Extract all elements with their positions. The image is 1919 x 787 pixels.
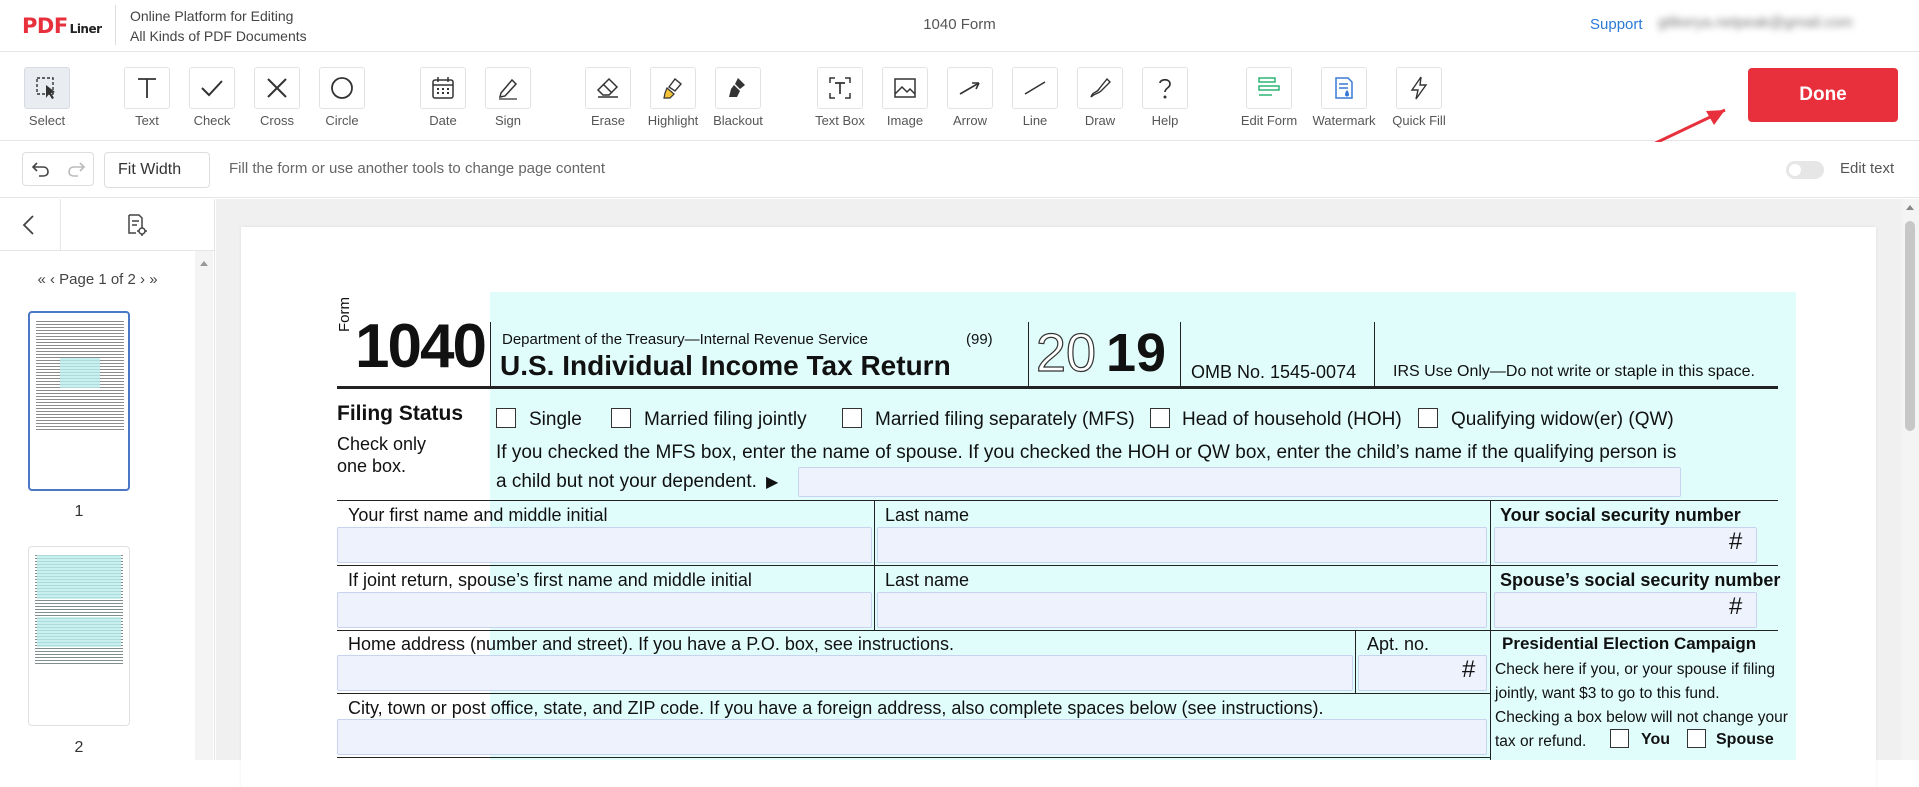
pec-text-line: jointly, want $3 to go to this fund. — [1495, 685, 1720, 702]
ssn-label: Your social security number — [1500, 505, 1741, 525]
eraser-icon — [595, 75, 621, 101]
page-thumbnail-number: 2 — [74, 739, 84, 756]
home-address-label: Home address (number and street). If you have a P.O. box, see instructions. — [348, 634, 954, 654]
option-head-of-household: Head of household (HOH) — [1182, 409, 1402, 430]
tool-image-label: Image — [886, 113, 924, 128]
pec-text-line: Check here if you, or your spouse if filing — [1495, 661, 1775, 678]
filing-status-heading: Filing Status — [337, 402, 463, 425]
spouse-ssn-label: Spouse’s social security number — [1500, 570, 1781, 590]
tool-erase[interactable] — [573, 67, 643, 128]
check-only-line1: Check only — [337, 434, 427, 454]
tool-circle-label: Circle — [325, 113, 359, 128]
pec-title: Presidential Election Campaign — [1502, 634, 1757, 653]
tool-help[interactable] — [1130, 67, 1200, 128]
tool-sign-label: Sign — [494, 113, 522, 128]
edit-text-label: Edit text — [1840, 160, 1895, 177]
last-name-field[interactable] — [877, 527, 1487, 563]
text-icon — [134, 75, 160, 101]
tool-watermark-label: Watermark — [1312, 113, 1376, 128]
tool-watermark[interactable] — [1309, 67, 1379, 128]
tool-line-label: Line — [1022, 113, 1048, 128]
last-name-label: Last name — [885, 505, 970, 525]
tool-select[interactable] — [12, 67, 82, 128]
ssn-hash: # — [1729, 528, 1743, 555]
checkbox-married-jointly[interactable] — [611, 408, 631, 428]
option-married-separately: Married filing separately (MFS) — [875, 409, 1135, 430]
option-married-jointly: Married filing jointly — [644, 409, 807, 430]
option-qualifying-widow: Qualifying widow(er) (QW) — [1451, 409, 1674, 430]
year-outline: 20 — [1036, 323, 1097, 383]
ssn-field[interactable] — [1494, 527, 1757, 563]
undo-icon — [31, 159, 51, 179]
done-button[interactable]: Done — [1748, 68, 1898, 122]
highlighter-icon — [660, 75, 686, 101]
logo-sub-text: Liner — [69, 22, 102, 36]
help-icon — [1152, 75, 1178, 101]
spouse-last-name-field[interactable] — [877, 592, 1487, 628]
city-field[interactable] — [337, 719, 1487, 755]
apt-label: Apt. no. — [1367, 634, 1430, 654]
tool-line[interactable] — [1000, 67, 1070, 128]
circle-icon — [329, 75, 355, 101]
draw-icon — [1087, 75, 1113, 101]
zoom-select[interactable]: Fit Width — [104, 152, 210, 188]
check-icon — [199, 75, 225, 101]
spouse-first-name-field[interactable] — [337, 592, 872, 628]
document-settings-icon[interactable] — [124, 212, 150, 238]
city-label: City, town or post office, state, and ZIP code. If you have a foreign address, also complete spaces below (see instructions). — [348, 698, 1324, 718]
tool-blackout[interactable] — [703, 67, 773, 128]
tool-arrow[interactable] — [935, 67, 1005, 128]
page-thumbnail-1[interactable] — [28, 311, 130, 491]
sub-toolbar — [0, 142, 1919, 198]
arrow-icon — [957, 75, 983, 101]
form-title: U.S. Individual Income Tax Return — [500, 350, 951, 381]
prev-page-icon[interactable]: ‹ — [49, 271, 55, 288]
cross-icon — [264, 75, 290, 101]
tool-highlight[interactable] — [638, 67, 708, 128]
home-address-field[interactable] — [337, 655, 1353, 691]
textbox-icon — [827, 75, 853, 101]
support-link[interactable]: Support — [1590, 16, 1643, 33]
tool-help-label: Help — [1151, 113, 1179, 128]
apt-hash: # — [1462, 656, 1476, 683]
checkbox-pec-spouse[interactable] — [1687, 729, 1706, 748]
check-only-line2: one box. — [337, 456, 407, 476]
tool-draw[interactable] — [1065, 67, 1135, 128]
mfs-arrow-icon: ▶ — [766, 474, 779, 491]
omb-number: OMB No. 1545-0074 — [1191, 362, 1357, 382]
app-header — [0, 0, 1919, 52]
pec-spouse-label: Spouse — [1716, 731, 1774, 748]
tool-text[interactable] — [112, 67, 182, 128]
first-name-label: Your first name and middle initial — [348, 505, 608, 525]
undo-button[interactable] — [23, 153, 58, 185]
tool-arrow-label: Arrow — [953, 113, 987, 128]
tool-circle[interactable] — [307, 67, 377, 128]
tool-edit-form[interactable] — [1234, 67, 1304, 128]
document-title: 1040 Form — [923, 16, 996, 33]
last-page-icon[interactable]: » — [149, 271, 158, 288]
spouse-ssn-hash: # — [1729, 593, 1743, 620]
calendar-icon — [430, 75, 456, 101]
checkbox-single[interactable] — [496, 408, 516, 428]
tool-edit-form-label: Edit Form — [1240, 113, 1298, 128]
page-indicator: Page 1 of 2 — [59, 271, 136, 288]
page-thumbnail-2[interactable] — [28, 546, 130, 726]
year-bold: 19 — [1106, 323, 1167, 383]
document-scrollbar[interactable] — [1901, 199, 1919, 760]
mfs-note-line1: If you checked the MFS box, enter the name of spouse. If you checked the HOH or QW box, enter the child’s name if the qualifying person is — [496, 442, 1677, 463]
undo-redo-group — [22, 152, 94, 186]
pec-text-line: tax or refund. — [1495, 733, 1587, 750]
tool-quick-fill-label: Quick Fill — [1392, 113, 1446, 128]
tool-sign[interactable] — [473, 67, 543, 128]
mfs-spouse-name-field[interactable] — [798, 467, 1681, 497]
line-icon — [1022, 75, 1048, 101]
lightning-icon — [1406, 75, 1432, 101]
redo-button[interactable] — [58, 153, 93, 185]
tool-select-label: Select — [28, 113, 66, 128]
pec-you-label: You — [1641, 731, 1671, 748]
tagline-line-1: Online Platform for Editing — [130, 8, 294, 24]
redo-icon — [66, 159, 86, 179]
tool-textbox-label: Text Box — [815, 113, 865, 128]
sidebar-header — [0, 199, 214, 251]
spouse-first-name-label: If joint return, spouse’s first name and middle initial — [348, 570, 752, 590]
tool-cross[interactable] — [242, 67, 312, 128]
brush-icon — [725, 75, 751, 101]
tool-draw-label: Draw — [1084, 113, 1116, 128]
select-icon — [34, 75, 60, 101]
pen-icon — [495, 75, 521, 101]
tagline-line-2: All Kinds of PDF Documents — [130, 28, 307, 44]
image-icon — [892, 75, 918, 101]
tool-date[interactable] — [408, 67, 478, 128]
pages-sidebar — [0, 199, 215, 760]
option-single: Single — [529, 409, 582, 430]
page-thumbnail-number: 1 — [74, 503, 84, 520]
checkbox-married-separately[interactable] — [842, 408, 862, 428]
watermark-icon — [1331, 75, 1357, 101]
tool-image[interactable] — [870, 67, 940, 128]
tool-check[interactable] — [177, 67, 247, 128]
pec-text-line: Checking a box below will not change your — [1495, 709, 1788, 726]
first-name-field[interactable] — [337, 527, 872, 563]
tool-quick-fill[interactable] — [1384, 67, 1454, 128]
tool-check-label: Check — [193, 113, 231, 128]
hint-text: Fill the form or use another tools to change page content — [229, 160, 606, 177]
tool-highlight-label: Highlight — [647, 113, 699, 128]
spouse-ssn-field[interactable] — [1494, 592, 1757, 628]
tool-blackout-label: Blackout — [713, 113, 763, 128]
tool-date-label: Date — [429, 113, 457, 128]
checkbox-head-of-household[interactable] — [1150, 408, 1170, 428]
next-page-icon[interactable]: › — [140, 271, 146, 288]
irs-use-only: IRS Use Only—Do not write or staple in this space. — [1393, 363, 1755, 380]
edit-form-icon — [1256, 75, 1282, 101]
tool-text-label: Text — [135, 113, 159, 128]
department-text: Department of the Treasury—Internal Revenue Service — [502, 331, 869, 348]
sidebar-scrollbar[interactable] — [195, 251, 213, 760]
user-email[interactable]: g6kerya.netpeak@gmail.com — [1658, 14, 1853, 31]
mfs-note-line2: a child but not your dependent. — [496, 471, 757, 492]
tool-textbox[interactable] — [805, 67, 875, 128]
chevron-left-icon[interactable] — [18, 213, 42, 237]
tool-erase-label: Erase — [591, 113, 625, 128]
logo-main-text: PDF — [22, 14, 68, 38]
checkbox-qualifying-widow[interactable] — [1418, 408, 1438, 428]
form-number: 1040 — [355, 312, 485, 381]
checkbox-pec-you[interactable] — [1610, 729, 1629, 748]
edit-text-toggle[interactable] — [1786, 161, 1824, 179]
form-word: Form — [336, 297, 353, 332]
first-page-icon[interactable]: « — [37, 271, 46, 288]
tool-cross-label: Cross — [260, 113, 294, 128]
page-navigator — [0, 271, 195, 288]
form-code: (99) — [966, 331, 993, 348]
spouse-last-name-label: Last name — [885, 570, 970, 590]
